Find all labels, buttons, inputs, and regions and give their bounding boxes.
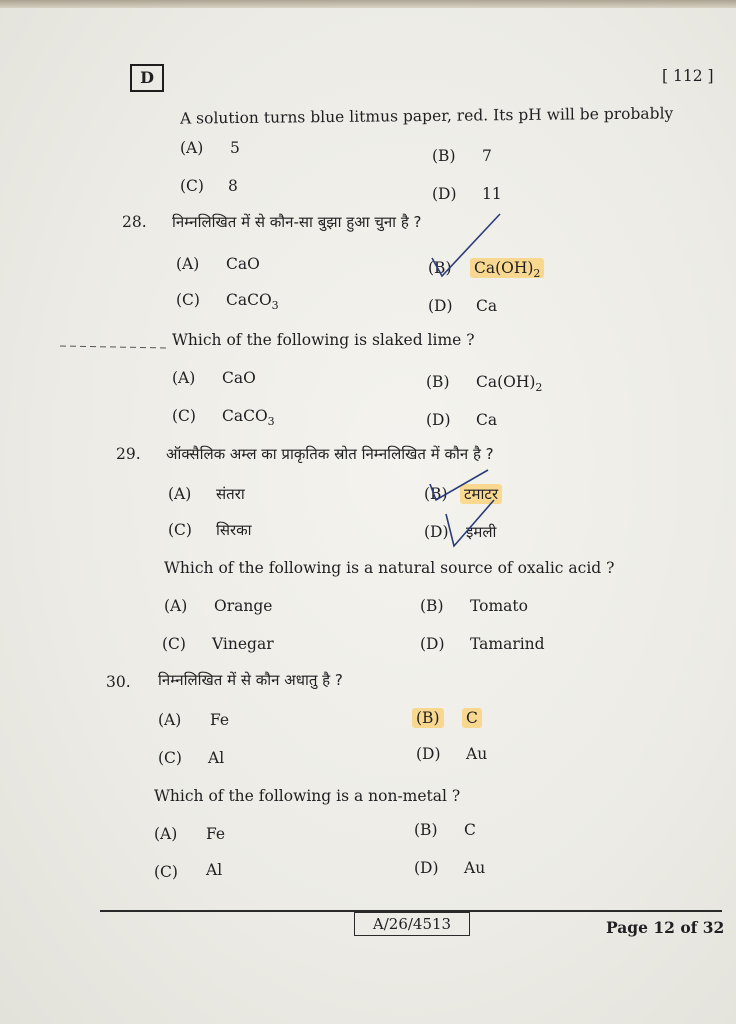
q29-en-opt-c-value: Vinegar	[212, 635, 274, 653]
q30-hi-opt-c-label: (C)	[158, 749, 182, 767]
q28-hi-opt-b-value-highlighted	[470, 258, 544, 278]
q28-hi-opt-c-value-wrap	[226, 290, 279, 310]
q30-text-hindi: निम्नलिखित में से कौन अधातु है ?	[158, 671, 343, 689]
q27-opt-b-label: (B)	[432, 147, 456, 165]
q29-text-english: Which of the following is a natural source of oxalic acid ?	[164, 559, 615, 577]
q29-hi-opt-a-value: संतरा	[216, 485, 245, 503]
page-code: [ 112 ]	[662, 67, 714, 85]
q29-en-opt-c-label: (C)	[162, 635, 186, 653]
q30-en-opt-b-value: C	[464, 821, 476, 839]
q30-en-opt-c-label: (C)	[154, 863, 178, 881]
q27-opt-c-label: (C)	[180, 177, 204, 195]
q28-en-opt-c-label: (C)	[172, 407, 196, 425]
q29-hi-opt-d-value: इमली	[466, 523, 497, 541]
q29-hi-opt-b-label: (B)	[424, 485, 448, 503]
q30-en-opt-a-value: Fe	[206, 825, 226, 843]
q28-hi-opt-c-value: CaCO	[226, 291, 272, 309]
q30-number: 30.	[106, 673, 131, 691]
q30-hi-opt-d-value: Au	[466, 745, 488, 763]
q30-en-opt-a-label: (A)	[154, 825, 178, 843]
q29-en-opt-d-value: Tamarind	[470, 635, 545, 653]
q28-en-opt-a-value: CaO	[222, 369, 256, 387]
q28-hi-opt-b-sub: 2	[533, 267, 541, 280]
q29-number: 29.	[116, 445, 141, 463]
q27-opt-b-value: 7	[482, 147, 492, 165]
q30-hi-opt-b-value: C	[462, 708, 482, 728]
q28-en-opt-b-sub: 2	[535, 381, 543, 394]
q28-hi-opt-b-value: Ca(OH)	[474, 259, 534, 277]
top-edge	[0, 0, 736, 8]
q27-opt-c-value: 8	[228, 177, 238, 195]
q28-text-hindi: निम्नलिखित में से कौन-सा बुझा हुआ चुना है ?	[172, 213, 422, 231]
page-number: Page 12 of 32	[606, 918, 725, 937]
q28-text-english: Which of the following is slaked lime ?	[172, 331, 475, 349]
q28-en-opt-c-value: CaCO	[222, 407, 268, 425]
q28-hi-opt-b-label: (B)	[428, 259, 452, 277]
q28-en-opt-c-value-wrap	[222, 406, 275, 426]
q29-en-opt-b-value: Tomato	[470, 597, 528, 615]
q29-en-opt-a-label: (A)	[164, 597, 188, 615]
margin-dash-line	[60, 346, 168, 348]
q29-en-opt-a-value: Orange	[214, 597, 273, 615]
q29-en-opt-b-label: (B)	[420, 597, 444, 615]
q30-en-opt-b-label: (B)	[414, 821, 438, 839]
q30-en-opt-d-value: Au	[464, 859, 486, 877]
q29-hi-opt-a-label: (A)	[168, 485, 192, 503]
q29-hi-opt-c-value: सिरका	[216, 521, 252, 539]
q27-opt-d-label: (D)	[432, 185, 457, 203]
q28-en-opt-c-sub: 3	[267, 415, 275, 428]
q27-opt-a-label: (A)	[180, 139, 204, 157]
set-code-box: D	[130, 64, 164, 92]
q29-en-opt-d-label: (D)	[420, 635, 445, 653]
q30-hi-opt-a-value: Fe	[210, 711, 230, 729]
q28-hi-opt-a-value: CaO	[226, 255, 260, 273]
q28-en-opt-b-value-wrap	[476, 372, 542, 392]
q29-hi-opt-d-label: (D)	[424, 523, 449, 541]
q30-hi-opt-b-label: (B)	[412, 708, 444, 728]
q30-hi-opt-a-label: (A)	[158, 711, 182, 729]
q28-hi-opt-a-label: (A)	[176, 255, 200, 273]
q28-en-opt-b-label: (B)	[426, 373, 450, 391]
q29-text-hindi: ऑक्सैलिक अम्ल का प्राकृतिक स्रोत निम्नलिखित में कौन है ?	[166, 445, 494, 463]
q28-hi-opt-c-sub: 3	[271, 299, 279, 312]
paper-code-box: A/26/4513	[354, 912, 470, 936]
q28-hi-opt-d-value: Ca	[476, 297, 498, 315]
q27-text: A solution turns blue litmus paper, red. Its pH will be probably	[179, 104, 674, 128]
q30-text-english: Which of the following is a non-metal ?	[154, 787, 461, 805]
q29-hi-opt-c-label: (C)	[168, 521, 192, 539]
q28-en-opt-a-label: (A)	[172, 369, 196, 387]
q28-en-opt-d-label: (D)	[426, 411, 451, 429]
q28-hi-opt-c-label: (C)	[176, 291, 200, 309]
q29-hi-opt-b-value: टमाटर	[460, 484, 502, 504]
q27-opt-a-value: 5	[230, 139, 240, 157]
q30-en-opt-c-value: Al	[206, 861, 223, 879]
q30-en-opt-d-label: (D)	[414, 859, 439, 877]
q28-hi-opt-d-label: (D)	[428, 297, 453, 315]
q27-opt-d-value: 11	[482, 185, 502, 203]
q28-en-opt-d-value: Ca	[476, 411, 498, 429]
q28-en-opt-b-value: Ca(OH)	[476, 373, 536, 391]
q30-hi-opt-c-value: Al	[208, 749, 225, 767]
q28-number: 28.	[122, 213, 147, 231]
q30-hi-opt-d-label: (D)	[416, 745, 441, 763]
